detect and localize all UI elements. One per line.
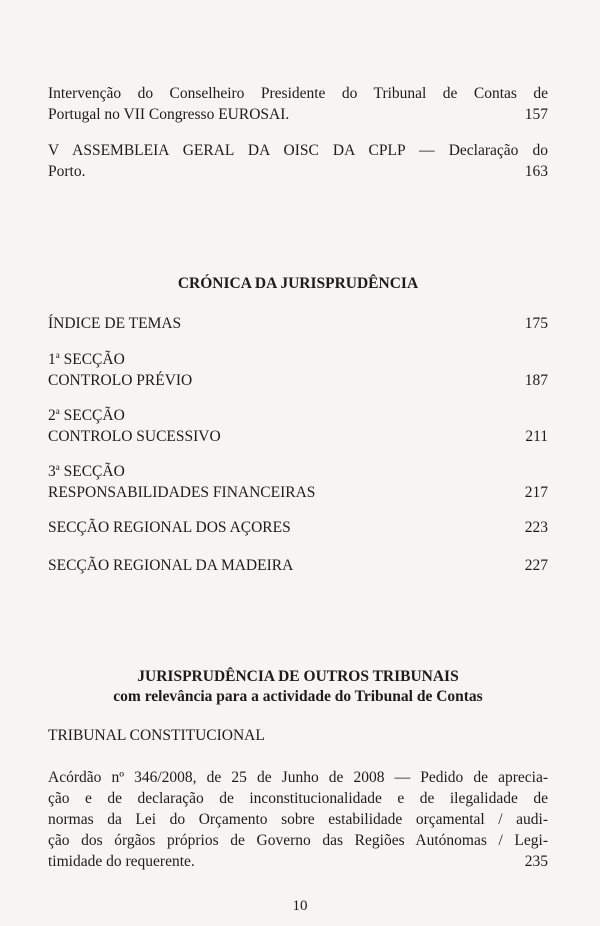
toc-entry-acores[interactable] [48,517,548,538]
page-ref: 163 [524,163,548,180]
page-ref: 227 [524,557,548,574]
section-heading-cronica: CRÓNICA DA JURISPRUDÊNCIA [177,275,419,292]
page-ref: 211 [525,428,548,445]
toc-entry-prefix: 2$^a$ SECÇÃO [48,406,125,424]
page-ref: 223 [524,519,548,536]
toc-entry-label: CONTROLO PRÉVIO [48,372,193,389]
toc-entry-indice-temas[interactable] [48,313,548,334]
toc-entry-line: ção dos órgãos próprios de Governo das Regiões Autónomas / Legi- [48,832,548,849]
toc-entry-cplp[interactable] [48,140,548,182]
toc-entry-prefix: 1$^a$ SECÇÃO [48,350,125,368]
toc-entry-line: Intervenção do Conselheiro Presidente do Tribunal de Contas de [48,85,548,102]
subsection-tribunal-constitucional: TRIBUNAL CONSTITUCIONAL [48,727,265,744]
section-subheading-outros: com relevância para a actividade do Tribunal de Contas [113,688,483,705]
toc-entry-label: RESPONSABILIDADES FINANCEIRAS [48,484,316,501]
dot-leader [88,162,519,176]
toc-entry-acordao[interactable] [48,767,548,872]
toc-entry-responsabilidades[interactable] [48,461,548,503]
toc-entry-line: ção e de declaração de inconstitucionalidade e de ilegalidade de [48,790,548,807]
page-ref: 157 [524,106,548,123]
toc-entry-label: SECÇÃO REGIONAL DA MADEIRA [48,557,294,574]
toc-entry-controlo-previo[interactable] [48,349,548,391]
toc-entry-line: Acórdão nº 346/2008, de 25 de Junho de 2008 — Pedido de aprecia- [48,769,548,786]
toc-entry-line: Portugal no VII Congresso EUROSAI. [48,106,290,123]
toc-entry-line: timidade do requerente. [48,853,195,870]
dot-leader [292,105,519,119]
toc-entry-prefix: 3$^a$ SECÇÃO [48,462,125,480]
toc-entry-label: SECÇÃO REGIONAL DOS AÇORES [48,519,291,536]
dot-leader [294,518,519,532]
page-ref: 217 [524,484,548,501]
toc-entry-label: ÍNDICE DE TEMAS [48,315,182,332]
page-ref: 235 [524,853,548,870]
dot-leader [296,556,519,570]
dot-leader [195,371,519,385]
toc-entry-line: normas da Lei do Orçamento sobre estabilidade orçamental / audi- [48,811,548,828]
page-ref: 175 [524,315,548,332]
toc-entry-line: Porto. [48,163,86,180]
dot-leader [318,483,519,497]
toc-entry-madeira[interactable] [48,555,548,576]
toc-entry-eurosai[interactable] [48,83,548,125]
section-heading-outros: JURISPRUDÊNCIA DE OUTROS TRIBUNAIS [137,668,459,685]
page-number: 10 [292,898,308,914]
dot-leader [224,427,519,441]
dot-leader [184,314,519,328]
page-ref: 187 [524,372,548,389]
toc-entry-line: V ASSEMBLEIA GERAL DA OISC DA CPLP — Declaração do [48,142,548,159]
toc-entry-label: CONTROLO SUCESSIVO [48,428,221,445]
toc-entry-controlo-sucessivo[interactable] [48,405,548,447]
dot-leader [198,852,519,866]
